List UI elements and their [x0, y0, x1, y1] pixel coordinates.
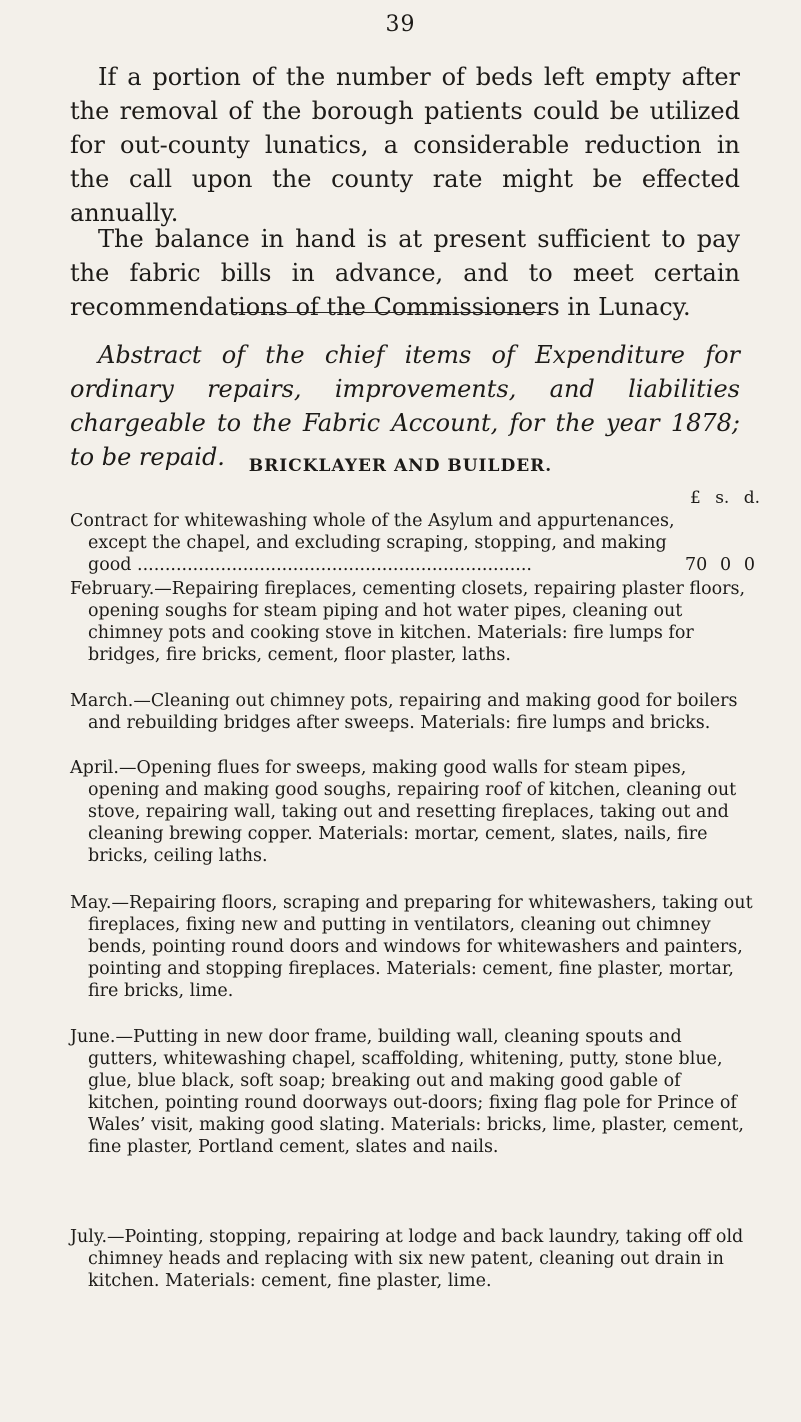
- section-divider: [232, 312, 546, 313]
- entry-july: [70, 1226, 755, 1292]
- currency-shillings-label: s.: [715, 488, 730, 508]
- contract-pence: 0: [743, 555, 755, 575]
- paragraph-balance-in-hand: The balance in hand is at present sufficient to pay the fabric bills in advance, and to meet certain recommendations of the Commissioners in Lunacy.: [70, 225, 740, 321]
- entry-june: [70, 1026, 755, 1158]
- entry-march: [70, 690, 755, 734]
- entry-march-text: March.—Cleaning out chimney pots, repairing and making good for boilers and rebuilding bridges after sweeps. Materials: fire lumps and bricks.: [70, 691, 738, 733]
- entry-february-text: February.—Repairing fireplaces, cementing closets, repairing plaster floors, opening soughs for steam piping and hot water pipes, cleaning out chimney pots and cooking stove in kitchen. Materials: fire lumps for bridges, fire bricks, cement, floor plaster, laths.: [70, 579, 746, 665]
- entry-february: [70, 578, 755, 666]
- paragraph-out-county-lunatics: If a portion of the number of beds left empty after the removal of the borough patients could be utilized for out-county lunatics, a considerable reduction in the call upon the county rate might be effected annually.: [70, 63, 740, 227]
- page-number: 39: [385, 12, 416, 37]
- entry-june-text: June.—Putting in new door frame, building wall, cleaning spouts and gutters, whitewashing chapel, scaffolding, whitening, putty, stone blue, glue, blue black, soft soap; breaking out and making good gable of kitchen, pointing round doorways out-doors; fixing flag pole for Prince of Wales’ visit, making good slating. Materials: bricks, lime, plaster, cement, fine plaster, Portland cement, slates and nails.: [70, 1027, 744, 1157]
- contract-entry: [70, 510, 755, 576]
- entry-april: [70, 757, 755, 867]
- contract-pounds: 70: [685, 555, 708, 575]
- entry-july-text: July.—Pointing, stopping, repairing at lodge and back laundry, taking off old chimney heads and replacing with six new patent, cleaning out drain in kitchen. Materials: cement, fine plaster, lime.: [70, 1227, 744, 1291]
- currency-header: [690, 488, 760, 508]
- entry-april-text: April.—Opening flues for sweeps, making good walls for steam pipes, opening and making good soughs, repairing roof of kitchen, cleaning out stove, repairing wall, taking out and resetting fireplaces, taking out and cleaning brewing copper. Materials: mortar, cement, slates, nails, fire bricks, ceiling laths.: [70, 758, 737, 866]
- contract-text: Contract for whitewashing whole of the Asylum and appurtenances, except the chapel, and excluding scraping, stopping, and making good .......................................................................: [70, 511, 675, 575]
- entry-may-text: May.—Repairing floors, scraping and preparing for whitewashers, taking out fireplaces, fixing new and putting in ventilators, cleaning out chimney bends, pointing round doors and windows for whitewashers and painters, pointing and stopping fireplaces. Materials: cement, fine plaster, mortar, fire bricks, lime.: [70, 893, 753, 1001]
- entry-may: [70, 892, 755, 1002]
- contract-amount: [685, 554, 755, 576]
- abstract-title: Abstract of the chief items of Expenditure for ordinary repairs, improvements, and liabilities chargeable to the Fabric Account, for the year 1878; to be repaid.: [70, 341, 740, 471]
- currency-pounds-label: £: [690, 488, 701, 508]
- contract-shillings: 0: [720, 555, 732, 575]
- section-heading: BRICKLAYER AND BUILDER.: [248, 456, 553, 476]
- currency-pence-label: d.: [743, 488, 760, 508]
